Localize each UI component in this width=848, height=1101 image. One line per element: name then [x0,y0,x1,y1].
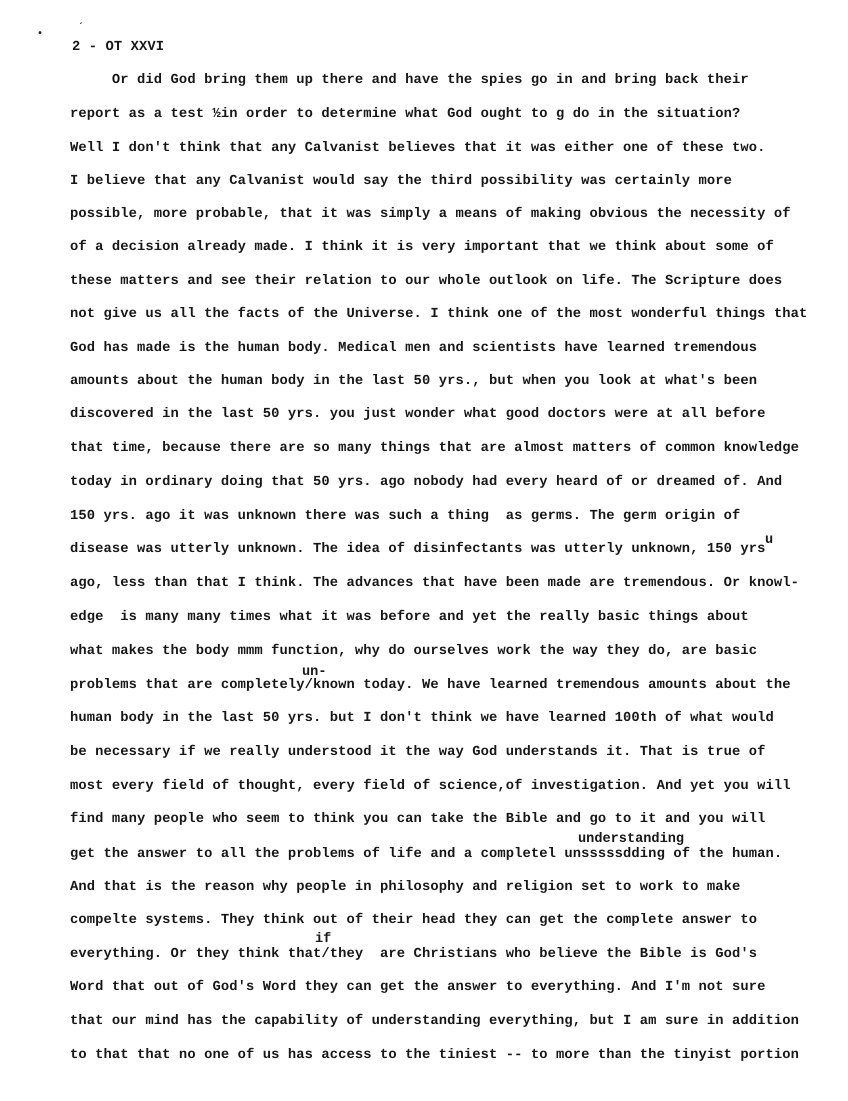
text-line: find many people who seem to think you can take the Bible and go to it and you will [70,812,766,827]
text-line: ago, less than that I think. The advances that have been made are tremendous. Or knowl- [70,576,800,591]
text-line: disease was utterly unknown. The idea of disinfectants was utterly unknown, 150 yrs [70,542,766,557]
text-line: amounts about the human body in the last 50 yrs., but when you look at what's been [70,374,758,389]
text-line: be necessary if we really understood it the way God understands it. That is true of [70,745,766,760]
text-line: compelte systems. They think out of their head they can get the complete answer to [70,913,758,928]
text-line: these matters and see their relation to our whole outlook on life. The Scripture does [70,274,783,289]
text-line: that our mind has the capability of understanding everything, but I am sure in addition [70,1014,800,1029]
text-line: not give us all the facts of the Universe. I think one of the most wonderful things that [70,307,808,322]
text-line: Word that out of God's Word they can get the answer to everything. And I'm not sure [70,980,766,995]
text-line: problems that are completely/known today. We have learned tremendous amounts about the [70,678,791,693]
insertion-u: u [765,533,774,548]
text-line: God has made is the human body. Medical men and scientists have learned tremendous [70,341,758,356]
insertion-if: if [315,932,332,947]
text-line: today in ordinary doing that 50 yrs. ago nobody had every heard of or dreamed of. And [70,475,783,490]
margin-tick: ˊ [78,23,85,34]
margin-dot: • [37,29,44,40]
text-line: everything. Or they think that/they are Christians who believe the Bible is God's [70,947,758,962]
text-line: what makes the body mmm function, why do ourselves work the way they do, are basic [70,644,758,659]
text-line: of a decision already made. I think it is very important that we think about some of [70,240,774,255]
text-line: to that that no one of us has access to the tiniest -- to more than the tinyist portion [70,1048,800,1063]
text-line: 150 yrs. ago it was unknown there was such a thing as germs. The germ origin of [70,509,741,524]
page-header: 2 - OT XXVI [72,40,165,55]
text-line: Or did God bring them up there and have the spies go in and bring back their [70,73,749,88]
insertion-understanding: understanding [578,832,685,847]
text-line: I believe that any Calvanist would say the third possibility was certainly more [70,174,732,189]
text-line: human body in the last 50 yrs. but I don't think we have learned 100th of what would [70,711,774,726]
insertion-un: un- [302,665,327,680]
text-line: possible, more probable, that it was simply a means of making obvious the necessity of [70,207,791,222]
text-line: discovered in the last 50 yrs. you just wonder what good doctors were at all before [70,407,766,422]
text-line: get the answer to all the problems of life and a completel unsssssdding of the human. [70,847,783,862]
text-line: edge is many many times what it was before and yet the really basic things about [70,610,749,625]
text-line: most every field of thought, every field of science,of investigation. And yet you will [70,779,791,794]
text-line: And that is the reason why people in philosophy and religion set to work to make [70,880,741,895]
text-line: report as a test ½in order to determine what God ought to g do in the situation? [70,107,741,122]
text-line: Well I don't think that any Calvanist believes that it was either one of these two. [70,141,766,156]
text-line: that time, because there are so many things that are almost matters of common knowledge [70,441,800,456]
